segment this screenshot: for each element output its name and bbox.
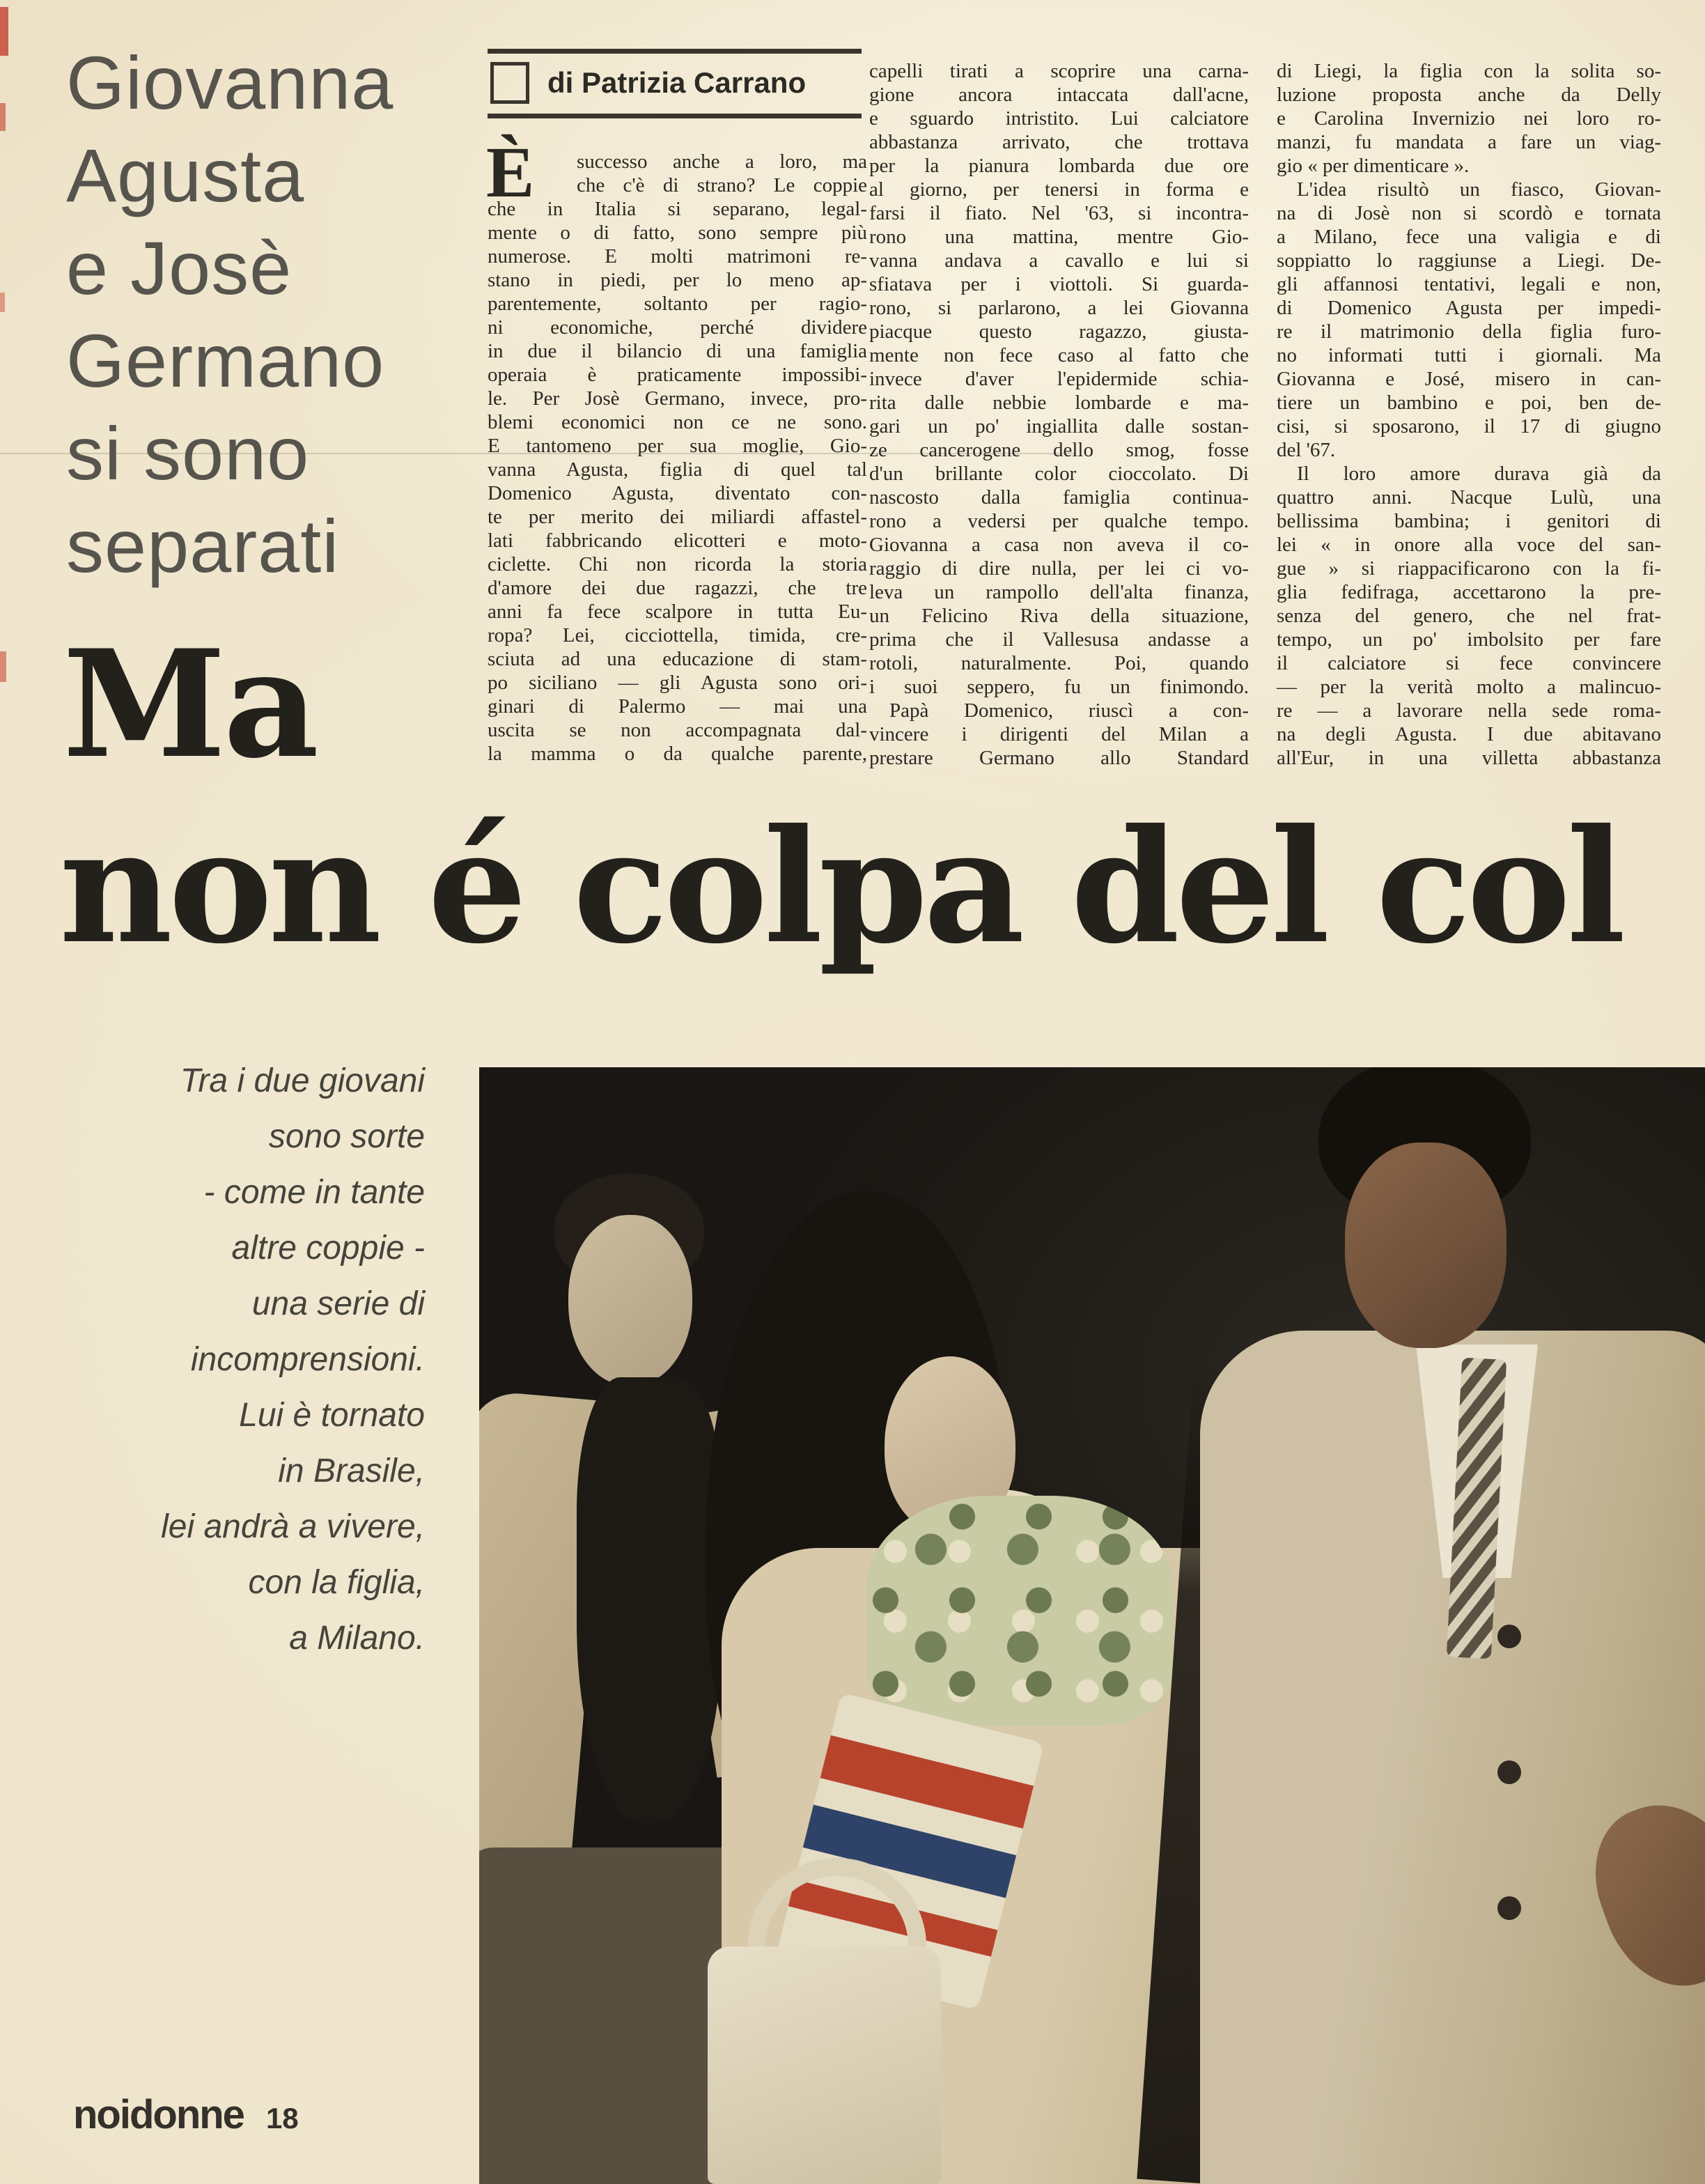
text-line: del '67.	[1277, 439, 1336, 461]
text-line: e Josè	[66, 226, 293, 310]
text-line: gli affannosi tentativi, legali e non,	[1277, 273, 1661, 295]
text-line: d'amore dei due ragazzi, che tre	[488, 577, 867, 599]
text-line: Il loro amore durava già da	[1277, 463, 1661, 485]
main-headline-line: non é colpa del col	[59, 795, 1622, 978]
handbag	[708, 1946, 941, 2184]
text-line: senza del genero, che nel frat-	[1277, 605, 1661, 627]
left-man-turtleneck	[577, 1377, 723, 1823]
text-line: Giovanna e José, misero in can-	[1277, 368, 1661, 390]
text-line: prestare Germano allo Standard	[869, 747, 1249, 769]
text-line: farsi il fiato. Nel '63, si incontra-	[869, 202, 1249, 224]
text-line: na degli Agusta. I due abitavano	[1277, 723, 1661, 745]
text-line: Giovanna a casa non aveva il co-	[869, 534, 1249, 556]
suit-button	[1497, 1625, 1521, 1648]
text-line: e Carolina Invernizio nei loro ro-	[1277, 107, 1661, 130]
print-registration-mark	[0, 651, 6, 682]
text-line: in due il bilancio di una famiglia	[488, 340, 867, 362]
text-line: luzione proposta anche da Delly	[1277, 84, 1661, 106]
article-photo	[479, 1067, 1705, 2184]
print-registration-mark	[0, 293, 5, 312]
text-line: rita dalle nebbie lombarde e ma-	[869, 392, 1249, 414]
text-line: invece d'aver l'epidermide schia-	[869, 368, 1249, 390]
text-line: raggio di dire nulla, per lei ci vo-	[869, 557, 1249, 580]
text-line: un Felicino Riva della situazione,	[869, 605, 1249, 627]
text-line: vanna andava a cavallo e lui si	[869, 249, 1249, 272]
text-line: le. Per Josè Germano, invece, pro-	[488, 387, 867, 410]
text-line: gio « per dimenticare ».	[1277, 155, 1470, 177]
text-line: lei « in onore alla voce del san-	[1277, 534, 1661, 556]
publication-logo: noidonne	[73, 2092, 244, 2137]
article-column-3	[1277, 59, 1661, 770]
text-line: re il matrimonio della figlia furo-	[1277, 320, 1661, 343]
byline-box	[488, 49, 862, 118]
text-line: incomprensioni.	[190, 1341, 425, 1378]
text-line: blemi economici non ce ne sono.	[488, 411, 867, 433]
text-line: numerose. E molti matrimoni re-	[488, 245, 867, 268]
text-line: abbastanza arrivato, che trottava	[869, 131, 1249, 153]
text-line: gari un po' ingiallita dalle sostan-	[869, 415, 1249, 437]
text-line: mente o di fatto, sono sempre più	[488, 222, 867, 244]
text-line: lei andrà a vivere,	[161, 1508, 425, 1545]
text-line: gione ancora intaccata dall'acne,	[869, 84, 1249, 106]
text-line: ze cancerogene dello smog, fosse	[869, 439, 1249, 461]
text-line: - come in tante	[203, 1174, 425, 1211]
page-number: 18	[265, 2102, 299, 2135]
text-line: ni economiche, perché dividere	[488, 316, 867, 339]
text-line: d'un brillante color cioccolato. Di	[869, 463, 1249, 485]
text-line: tiere un bambino e poi, ben de-	[1277, 392, 1661, 414]
right-man-face	[1345, 1143, 1507, 1348]
text-line: vincere i dirigenti del Milan a	[869, 723, 1249, 745]
text-line: con la figlia,	[248, 1564, 425, 1601]
article-column-1	[488, 150, 867, 766]
text-line: quattro anni. Nacque Lulù, una	[1277, 486, 1661, 509]
text-line: soppiatto lo raggiunse a Liegi. De-	[1277, 249, 1661, 272]
text-line: separati	[66, 504, 340, 588]
text-line: anni fa fece scalpore in tutta Eu-	[488, 601, 867, 623]
text-line: ciclette. Chi non ricorda la storia	[488, 553, 867, 575]
main-headline-word: Ma	[63, 617, 317, 791]
text-line: na di Josè non si scordò e tornata	[1277, 202, 1661, 224]
byline-label: di Patrizia Carrano	[547, 66, 807, 99]
drop-cap: È	[486, 132, 535, 212]
text-line: po siciliano — gli Agusta sono ori-	[488, 672, 867, 694]
text-line: Germano	[66, 318, 385, 403]
print-registration-mark	[0, 103, 6, 131]
text-line: uscita se non accompagnata dal-	[488, 719, 867, 741]
text-line: che in Italia si separano, legal-	[488, 198, 867, 220]
text-line: Domenico Agusta, diventato con-	[488, 482, 867, 504]
photo-caption	[103, 1053, 425, 1666]
text-line: manzi, fu mandata a fare un viag-	[1277, 131, 1661, 153]
text-line: si sono	[66, 411, 310, 495]
text-line: gue » si riappacificarono con la fi-	[1277, 557, 1661, 580]
text-line: no informati tutti i giornali. Ma	[1277, 344, 1661, 366]
text-line: successo anche a loro, ma	[577, 150, 867, 173]
text-line: all'Eur, in una villetta abbastanza	[1277, 747, 1661, 769]
text-line: prima che il Vallesusa andasse a	[869, 628, 1249, 651]
masthead-headline	[66, 36, 484, 592]
text-line: tempo, un po' imbolsito per fare	[1277, 628, 1661, 651]
text-line: capelli tirati a scoprire una carna-	[869, 60, 1249, 82]
text-line: sfiatava per i viottoli. Si guarda-	[869, 273, 1249, 295]
text-line: sciuta ad una educazione di stam-	[488, 648, 867, 670]
text-line: Tra i due giovani	[180, 1062, 425, 1099]
text-line: la mamma o da qualche parente,	[488, 743, 867, 765]
text-line: operaia è praticamente impossibi-	[488, 364, 867, 386]
text-line: L'idea risultò un fiasco, Giovan-	[1277, 178, 1661, 201]
text-line: rono, si parlarono, a lei Giovanna	[869, 297, 1249, 319]
print-registration-mark	[0, 7, 8, 56]
text-line: mente non fece caso al fatto che	[869, 344, 1249, 366]
text-line: rotoli, naturalmente. Poi, quando	[869, 652, 1249, 674]
suit-button	[1497, 1896, 1521, 1920]
text-line: e sguardo intristito. Lui calciatore	[869, 107, 1249, 130]
suit-button	[1497, 1760, 1521, 1784]
text-line: lati fabbricando elicotteri e moto-	[488, 529, 867, 552]
text-line: altre coppie -	[231, 1230, 425, 1267]
text-line: ginari di Palermo — mai una	[488, 695, 867, 718]
text-line: stano in piedi, per lo meno ap-	[488, 269, 867, 291]
text-line: vanna Agusta, figlia di quel tal	[488, 458, 867, 481]
text-line: — per la verità molto a malincuo-	[1277, 676, 1661, 698]
text-line: a Milano.	[289, 1620, 425, 1657]
text-line: leva un rampollo dell'alta finanza,	[869, 581, 1249, 603]
text-line: una serie di	[251, 1285, 425, 1322]
text-line: sono sorte	[268, 1118, 425, 1155]
text-line: di Liegi, la figlia con la solita so-	[1277, 60, 1661, 82]
text-line: a Milano, fece una valigia e di	[1277, 226, 1661, 248]
text-line: E tantomeno per sua moglie, Gio-	[488, 435, 867, 457]
text-line: Giovanna	[66, 40, 394, 125]
text-line: Lui è tornato	[239, 1397, 425, 1434]
text-line: che c'è di strano? Le coppie	[577, 174, 867, 196]
article-column-2	[869, 59, 1249, 770]
text-line: glia fedifraga, accettarono la pre-	[1277, 581, 1661, 603]
text-line: al giorno, per tenersi in forma e	[869, 178, 1249, 201]
text-line: nascosto dalla famiglia continua-	[869, 486, 1249, 509]
text-line: Agusta	[66, 133, 305, 217]
text-line: in Brasile,	[278, 1453, 425, 1489]
woman-floral-blouse	[866, 1496, 1173, 1726]
text-line: i suoi seppero, fu un finimondo.	[869, 676, 1249, 698]
text-line: rono a vedersi per qualche tempo.	[869, 510, 1249, 532]
text-line: il calciatore si fece convincere	[1277, 652, 1661, 674]
text-line: bellissima bambina; i genitori di	[1277, 510, 1661, 532]
text-line: ropa? Lei, cicciottella, timida, cre-	[488, 624, 867, 646]
footer	[73, 2091, 299, 2138]
text-line: re — a lavorare nella sede roma-	[1277, 699, 1661, 722]
left-man-face	[568, 1215, 692, 1386]
text-line: di Domenico Agusta per impedi-	[1277, 297, 1661, 319]
text-line: Papà Domenico, riuscì a con-	[869, 699, 1249, 722]
text-line: rono una mattina, mentre Gio-	[869, 226, 1249, 248]
text-line: te per merito dei miliardi affastel-	[488, 506, 867, 528]
text-line: parentemente, soltanto per ragio-	[488, 293, 867, 315]
text-line: piacque questo ragazzo, giusta-	[869, 320, 1249, 343]
byline-square-icon	[490, 62, 529, 104]
text-line: per la pianura lombarda due ore	[869, 155, 1249, 177]
text-line: cisi, si sposarono, il 17 di giugno	[1277, 415, 1661, 437]
